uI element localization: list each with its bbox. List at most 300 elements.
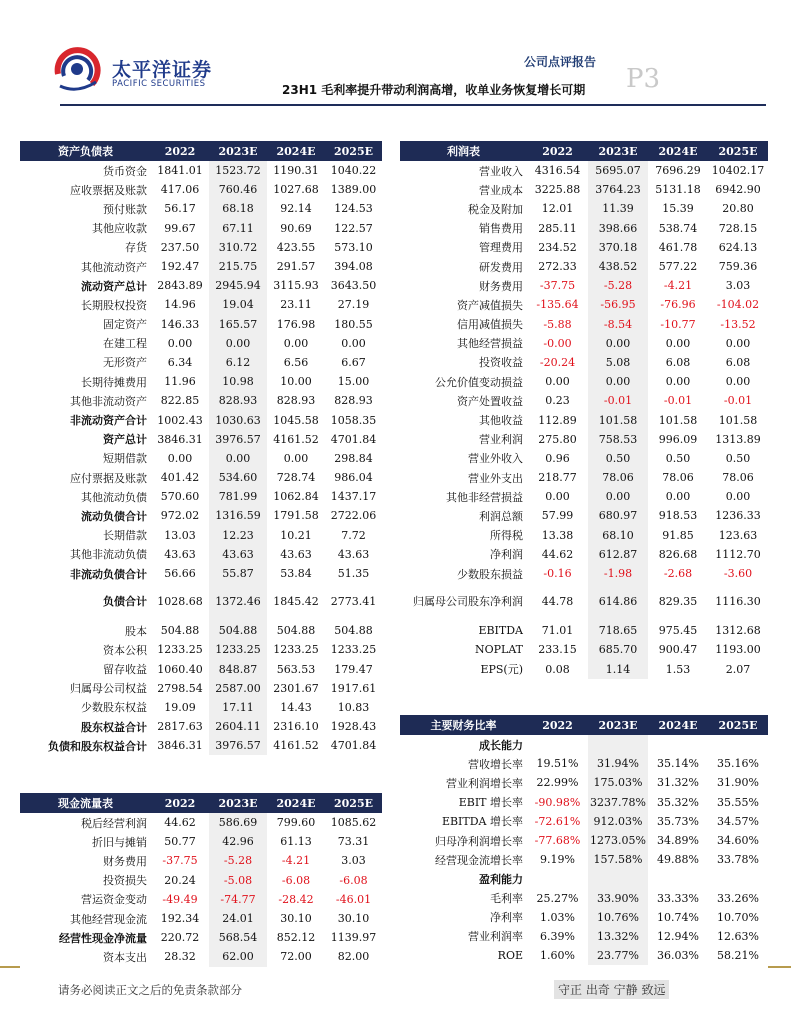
table-row	[400, 334, 768, 353]
cell-value: 73.31	[337, 835, 370, 849]
cell-value: 192.34	[160, 912, 200, 926]
cell-value: 1928.43	[330, 720, 377, 734]
cell-value: 4161.52	[273, 432, 319, 446]
cell-value: -49.49	[162, 892, 198, 906]
cell-value: 10.98	[209, 372, 267, 391]
cell-value: 234.52	[538, 240, 577, 254]
cell-value: 14.43	[280, 700, 312, 714]
column-header: 2022	[151, 141, 209, 161]
table-header-row	[20, 141, 382, 161]
cell-value: 972.02	[160, 509, 200, 523]
table-row	[400, 315, 768, 334]
cell-value: 1316.59	[209, 506, 267, 525]
company-name-cn: 太平洋证券	[112, 59, 213, 81]
cell-value: 2.07	[725, 662, 751, 676]
disclaimer-note: 请务必阅读正文之后的免责条款部分	[58, 983, 242, 997]
cell-value: 0.00	[665, 490, 691, 504]
cell-value: 23.77%	[588, 946, 648, 965]
cell-value	[648, 735, 708, 754]
table-row	[20, 353, 382, 372]
column-header: 2023E	[209, 793, 267, 813]
cell-value: -135.64	[536, 298, 579, 312]
row-label: 管理费用	[479, 241, 523, 255]
row-label: 少数股东权益	[81, 701, 147, 715]
cell-value: 0.00	[665, 336, 691, 350]
cell-value	[708, 869, 768, 888]
cell-value: 534.60	[209, 468, 267, 487]
table-title: 现金流量表	[20, 793, 151, 813]
cell-value: 237.50	[160, 240, 200, 254]
cell-value: 13.03	[164, 528, 196, 542]
table-row	[20, 947, 382, 966]
cell-value: 3.03	[725, 279, 751, 293]
table-row	[400, 754, 768, 773]
cell-value: 828.93	[276, 394, 316, 408]
cell-value: 44.62	[164, 816, 196, 830]
table-row	[20, 180, 382, 199]
row-label: 货币资金	[103, 164, 147, 178]
table-row	[400, 869, 768, 888]
table-title: 资产负债表	[20, 141, 151, 161]
column-header: 2022	[151, 793, 209, 813]
cell-value: 35.32%	[657, 795, 699, 809]
cell-value: 0.00	[725, 336, 751, 350]
table-row	[20, 468, 382, 487]
header-divider	[60, 104, 766, 106]
cell-value: 1060.40	[157, 662, 203, 676]
table-row	[400, 468, 768, 487]
cell-value: -77.68%	[534, 834, 581, 848]
cell-value: 0.50	[588, 449, 648, 468]
cell-value: -20.24	[539, 355, 576, 369]
cell-value: 56.66	[164, 567, 196, 581]
cell-value: -4.21	[663, 279, 693, 293]
cell-value: -1.98	[588, 564, 648, 583]
row-label: 其他流动资产	[81, 260, 147, 274]
cell-value: 15.00	[337, 375, 370, 389]
row-label: 短期借款	[103, 452, 147, 466]
row-label: 长期借款	[103, 529, 147, 543]
cell-value: 0.00	[167, 336, 193, 350]
cell-value: 13.38	[541, 528, 574, 542]
cell-value: -46.01	[335, 892, 372, 906]
cell-value: 1002.43	[157, 413, 203, 427]
table-row	[400, 487, 768, 506]
cell-value: 624.13	[718, 240, 758, 254]
cell-value: 51.35	[337, 567, 370, 581]
cell-value: 90.69	[280, 221, 312, 235]
column-header: 2025E	[325, 793, 382, 813]
row-label: 其他应收款	[92, 222, 147, 236]
cell-value: 3976.57	[209, 430, 267, 449]
table-row	[400, 391, 768, 410]
cell-value: -72.61%	[534, 814, 581, 828]
cell-value: 25.27%	[536, 891, 579, 905]
cell-value: 2843.89	[157, 279, 203, 293]
footer-divider-right	[768, 966, 791, 968]
cell-value: 123.63	[718, 528, 758, 542]
cell-value: 394.08	[334, 260, 373, 274]
cell-value: -76.96	[660, 298, 696, 312]
cell-value: 1233.25	[330, 643, 377, 657]
table-row	[400, 660, 768, 679]
cell-value: 0.00	[588, 372, 648, 391]
cell-value: 20.80	[722, 202, 754, 216]
column-header: 2025E	[325, 141, 382, 161]
cell-value	[527, 735, 588, 754]
table-row	[20, 890, 382, 909]
cell-value: 3.03	[341, 854, 366, 868]
cell-value: 0.00	[665, 375, 691, 389]
cell-value: -0.00	[543, 336, 572, 350]
row-label: 折旧与摊销	[92, 835, 147, 849]
cell-value: 728.74	[276, 471, 316, 485]
cell-value: 34.89%	[657, 834, 699, 848]
cell-value: 1028.68	[157, 595, 203, 609]
cell-value: 586.69	[209, 813, 267, 832]
cell-value: 538.74	[658, 221, 698, 235]
table-row	[20, 621, 382, 640]
cell-value: 35.14%	[657, 757, 699, 771]
row-label: 应付票据及账款	[70, 471, 147, 485]
cell-value: 685.70	[588, 640, 648, 659]
cell-value: 15.39	[662, 202, 694, 216]
table-row	[20, 161, 382, 180]
cell-value: 4316.54	[534, 164, 581, 178]
cell-value: -56.95	[588, 295, 648, 314]
row-label: 财务费用	[103, 854, 147, 868]
table-row	[400, 526, 768, 545]
column-header: 2024E	[267, 141, 325, 161]
cell-value: 6.67	[341, 355, 366, 369]
row-label: EPS(元)	[480, 663, 523, 677]
cell-value: 1437.17	[330, 490, 377, 504]
cell-value: -6.08	[281, 873, 311, 887]
table-row	[400, 257, 768, 276]
cell-value: 33.78%	[717, 853, 759, 867]
row-label: 经营现金流增长率	[435, 853, 523, 867]
row-label: 投资收益	[479, 356, 523, 370]
cell-value: -74.77	[209, 890, 267, 909]
cell-value: 180.55	[334, 317, 373, 331]
cell-value: 179.47	[334, 662, 373, 676]
table-row	[400, 621, 768, 640]
cell-value: 568.54	[209, 928, 267, 947]
table-row	[20, 717, 382, 736]
row-label: 信用减值损失	[457, 318, 523, 332]
column-header: 2024E	[267, 793, 325, 813]
cell-value: 1233.25	[273, 643, 319, 657]
row-label: 其他收益	[479, 414, 523, 428]
row-label: 非流动负债合计	[70, 567, 147, 581]
cell-value: -5.28	[588, 276, 648, 295]
balance-sheet-table	[20, 141, 382, 755]
row-label: 资产处置收益	[457, 394, 523, 408]
table-row	[400, 506, 768, 525]
cell-value: 33.26%	[717, 891, 759, 905]
table-row	[400, 735, 768, 754]
cell-value: 1045.58	[273, 413, 319, 427]
cell-value: 91.85	[662, 528, 694, 542]
cell-value: 30.10	[280, 912, 312, 926]
table-row	[400, 793, 768, 812]
cell-value	[588, 869, 648, 888]
cell-value: 72.00	[280, 950, 312, 964]
row-label: 预付账款	[103, 202, 147, 216]
cell-value: 61.13	[280, 835, 312, 849]
row-label: EBITDA 增长率	[441, 815, 523, 829]
cell-value: 56.17	[164, 202, 196, 216]
financial-ratios-table	[400, 715, 768, 965]
cell-value: -5.08	[209, 871, 267, 890]
cell-value: 2773.41	[330, 595, 377, 609]
cell-value: 31.94%	[588, 754, 648, 773]
table-row	[20, 219, 382, 238]
cell-value: 852.12	[276, 931, 316, 945]
cell-value: 10.00	[280, 375, 312, 389]
cell-value: 1030.63	[209, 410, 267, 429]
table-row	[20, 698, 382, 717]
row-label: 股本	[125, 624, 147, 638]
cell-value: 848.87	[209, 660, 267, 679]
table-row	[400, 545, 768, 564]
cell-value: 504.88	[160, 624, 200, 638]
row-label: 营运资金变动	[81, 893, 147, 907]
table-row	[20, 315, 382, 334]
row-label: 其他非流动资产	[70, 394, 147, 408]
table-row	[20, 430, 382, 449]
cell-value: 19.04	[209, 295, 267, 314]
cell-value: 7696.29	[655, 164, 701, 178]
row-label: 资本公积	[103, 643, 147, 657]
cell-value: 34.60%	[717, 834, 759, 848]
cell-value: 19.51%	[536, 757, 579, 771]
cell-value: -90.98%	[534, 795, 581, 809]
cell-value: 19.09	[164, 700, 196, 714]
row-label: EBIT 增长率	[458, 796, 523, 810]
cell-value: 175.03%	[588, 773, 648, 792]
row-label: ROE	[497, 949, 523, 963]
cell-value: 0.00	[209, 334, 267, 353]
cell-value: 2817.63	[157, 720, 203, 734]
cell-value: 285.11	[538, 221, 577, 235]
cell-value	[588, 735, 648, 754]
cell-value: 461.78	[658, 240, 698, 254]
cell-value: 6.56	[283, 355, 309, 369]
cell-value: 3225.88	[534, 183, 581, 197]
cell-value: 370.18	[588, 238, 648, 257]
row-label: 所得税	[490, 529, 523, 543]
table-row	[400, 583, 768, 621]
cell-value: 918.53	[658, 509, 698, 523]
table-header-row	[400, 141, 768, 161]
cell-value: 1040.22	[330, 164, 377, 178]
cell-value: 67.11	[209, 219, 267, 238]
cell-value: 0.00	[545, 490, 570, 504]
table-row	[20, 372, 382, 391]
cell-value: 14.96	[164, 298, 196, 312]
cell-value: 62.00	[209, 947, 267, 966]
table-row	[20, 391, 382, 410]
row-label: 存货	[125, 241, 147, 255]
cell-value: 4701.84	[330, 739, 377, 753]
row-label: 归母净利润增长率	[435, 834, 523, 848]
cell-value: 10.83	[337, 700, 370, 714]
cell-value: 1.03%	[540, 910, 575, 924]
cell-value: -5.88	[543, 317, 572, 331]
table-row	[20, 851, 382, 870]
row-label: 流动负债合计	[81, 509, 147, 523]
row-label: 归属母公司股东净利润	[413, 595, 523, 609]
cell-value: 33.90%	[588, 889, 648, 908]
cell-value: 5.08	[588, 353, 648, 372]
cell-value: 35.16%	[717, 757, 759, 771]
cell-value: 50.77	[164, 835, 196, 849]
table-row	[400, 353, 768, 372]
table-row	[400, 927, 768, 946]
column-header: 2023E	[209, 141, 267, 161]
cell-value: 30.10	[337, 912, 370, 926]
cell-value: 4701.84	[330, 432, 377, 446]
cell-value: 272.33	[538, 260, 577, 274]
row-label: 营业外收入	[468, 452, 523, 466]
cell-value: 92.14	[280, 202, 312, 216]
cell-value: 68.18	[209, 199, 267, 218]
cell-value: 82.00	[337, 950, 370, 964]
cell-value: 3976.57	[209, 736, 267, 755]
cell-value: 759.36	[718, 260, 758, 274]
row-label: 营业收入	[479, 164, 523, 178]
cell-value: 35.73%	[657, 814, 699, 828]
cell-value: 34.57%	[717, 814, 759, 828]
row-label: EBITDA	[478, 624, 523, 638]
report-title: 23H1 毛利率提升带动利润高增，收单业务恢复增长可期	[282, 83, 586, 97]
cell-value: 0.50	[665, 451, 691, 465]
report-type: 公司点评报告	[524, 55, 597, 69]
row-label: 公允价值变动损益	[435, 375, 523, 389]
table-row	[20, 487, 382, 506]
cell-value: 58.21%	[717, 949, 759, 963]
cell-value: 1845.42	[273, 595, 319, 609]
row-label: 其他经营现金流	[70, 912, 147, 926]
cell-value: 1085.62	[330, 816, 377, 830]
table-row	[20, 928, 382, 947]
cell-value: 781.99	[209, 487, 267, 506]
cell-value: 57.99	[541, 509, 574, 523]
cell-value: 23.11	[280, 298, 312, 312]
column-header: 2024E	[648, 715, 708, 735]
cell-value: 614.86	[588, 583, 648, 621]
cell-value: 12.94%	[657, 929, 699, 943]
cell-value: 0.00	[725, 375, 751, 389]
column-header: 2024E	[648, 141, 708, 161]
cell-value: 1523.72	[209, 161, 267, 180]
cell-value: 829.35	[658, 595, 698, 609]
table-row	[400, 430, 768, 449]
cell-value: 6942.90	[715, 183, 761, 197]
table-row	[20, 832, 382, 851]
cell-value: 0.08	[545, 662, 570, 676]
cell-value: 43.63	[164, 547, 196, 561]
cell-value: 10.21	[280, 528, 312, 542]
cell-value: 828.93	[334, 394, 373, 408]
cell-value: 124.53	[334, 202, 373, 216]
row-label: 投资损失	[103, 874, 147, 888]
cell-value: 146.33	[160, 317, 200, 331]
cell-value: 31.32%	[657, 776, 699, 790]
row-label: 长期股权投资	[81, 298, 147, 312]
cell-value: 0.00	[283, 336, 309, 350]
cell-value: 563.53	[276, 662, 316, 676]
cell-value: 122.57	[334, 221, 373, 235]
table-row	[20, 257, 382, 276]
cell-value: 2587.00	[209, 679, 267, 698]
cell-value: 1236.33	[715, 509, 761, 523]
table-row	[400, 850, 768, 869]
table-row	[20, 295, 382, 314]
cell-value: 233.15	[538, 643, 577, 657]
cell-value: -10.77	[660, 317, 696, 331]
row-label: 无形资产	[103, 356, 147, 370]
table-row	[20, 564, 382, 583]
cell-value: 43.63	[280, 547, 312, 561]
cell-value: -8.54	[588, 315, 648, 334]
cell-value: 975.45	[658, 624, 698, 638]
table-row	[400, 180, 768, 199]
row-label: 负债合计	[103, 595, 147, 609]
cell-value: 99.67	[164, 221, 196, 235]
cell-value: 6.34	[167, 355, 193, 369]
cell-value: 24.01	[209, 909, 267, 928]
cell-value: 1233.25	[209, 640, 267, 659]
table-title: 主要财务比率	[400, 715, 527, 735]
cell-value: 1233.25	[157, 643, 203, 657]
page-number: P3	[626, 64, 661, 94]
cell-value: 0.00	[545, 375, 570, 389]
cell-value: 1027.68	[273, 183, 319, 197]
cell-value: 438.52	[588, 257, 648, 276]
row-label: 负债和股东权益合计	[48, 739, 147, 753]
row-label: 研发费用	[479, 260, 523, 274]
table-row	[400, 773, 768, 792]
cell-value: 504.88	[209, 621, 267, 640]
cell-value: 680.97	[588, 506, 648, 525]
cell-value: 3115.93	[273, 279, 319, 293]
cell-value: 1112.70	[715, 547, 761, 561]
table-header-row	[400, 715, 768, 735]
row-label: 少数股东损益	[457, 567, 523, 581]
table-row	[20, 545, 382, 564]
cell-value: 275.80	[538, 432, 577, 446]
cell-value: 612.87	[588, 545, 648, 564]
table-row	[400, 889, 768, 908]
cell-value: 44.62	[541, 547, 574, 561]
cell-value: 6.12	[209, 353, 267, 372]
cell-value: 1139.97	[330, 931, 377, 945]
cell-value: 0.00	[167, 451, 193, 465]
cell-value: 996.09	[658, 432, 698, 446]
row-label: 在建工程	[103, 337, 147, 351]
cell-value: 12.63%	[717, 929, 759, 943]
row-label: 利润总额	[479, 509, 523, 523]
cell-value: 6.08	[665, 355, 691, 369]
column-header: 2023E	[588, 141, 648, 161]
row-label: 流动资产总计	[81, 279, 147, 293]
cell-value: -4.21	[281, 854, 311, 868]
cell-value: 13.32%	[588, 927, 648, 946]
table-row	[20, 506, 382, 525]
cell-value: 42.96	[209, 832, 267, 851]
